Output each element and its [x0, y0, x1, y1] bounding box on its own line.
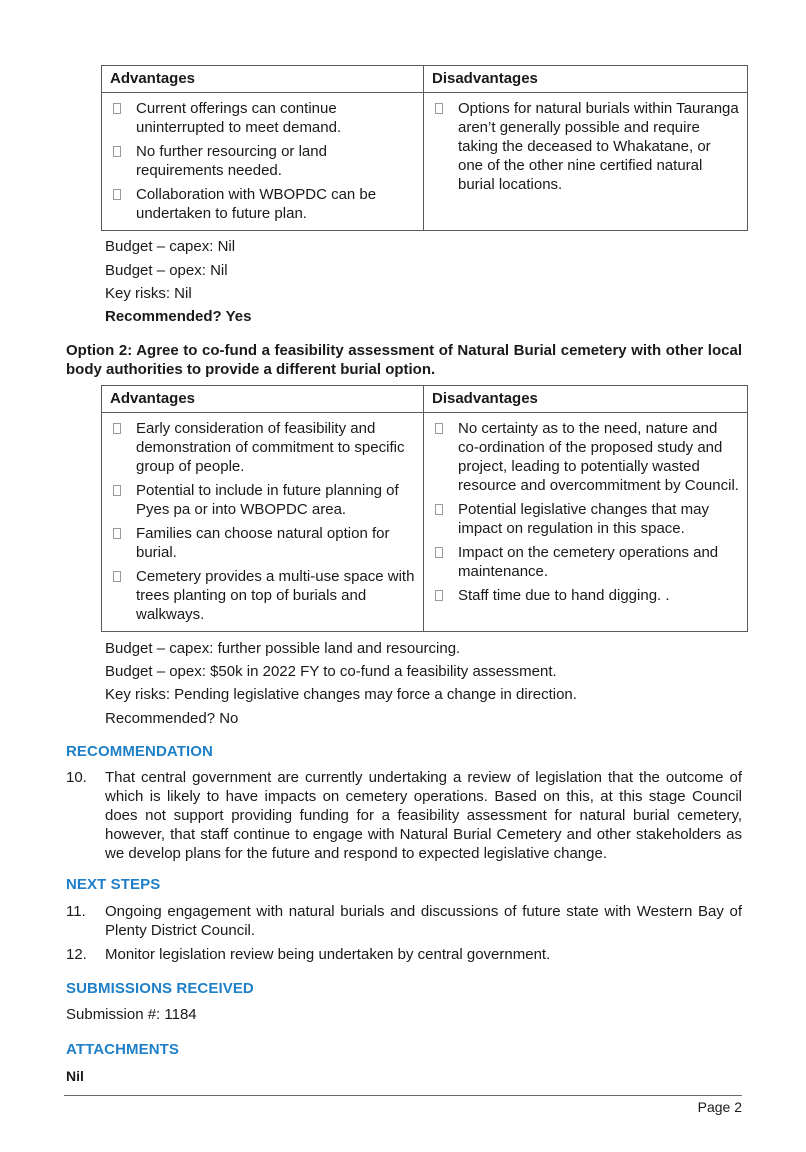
option2-advantages-header: Advantages: [102, 386, 424, 413]
item-text: That central government are currently undertaking a review of legislation that the outcome of which is likely to have impacts on cemetery operations. Based on this, at this stage Council does not support providing funding for a feasibility assessment for natural burial cemetery, however, that staff continue to engage with Natural Burial Cemetery and other stakeholders as we develop plans for the future and respond to expected legislative change.: [105, 769, 742, 862]
option1-disadvantages-header: Disadvantages: [424, 66, 748, 93]
item-number: 11.: [66, 903, 86, 920]
list-item: Options for natural burials within Tauranga aren’t generally possible and require taking the deceased to Whakatane, or one of the other nine certified natural burial locations.: [432, 99, 739, 194]
option2-opex: Budget – opex: $50k in 2022 FY to co-fund a feasibility assessment.: [105, 663, 557, 680]
list-item: Collaboration with WBOPDC can be undertaken to future plan.: [110, 185, 415, 223]
recommendation-heading: RECOMMENDATION: [66, 743, 213, 760]
option2-heading: Option 2: Agree to co-fund a feasibility assessment of Natural Burial cemetery with other local body authorities to provide a different burial option.: [66, 342, 742, 378]
list-item: [66, 768, 742, 863]
attachments-heading: ATTACHMENTS: [66, 1041, 180, 1058]
checkbox-icon: [113, 189, 121, 200]
list-item: Staff time due to hand digging. .: [432, 586, 739, 605]
list-item: Families can choose natural option for burial.: [110, 524, 415, 562]
list-item: Impact on the cemetery operations and maintenance.: [432, 543, 739, 581]
checkbox-icon: [435, 103, 443, 114]
option1-risks: Key risks: Nil: [105, 285, 192, 302]
option1-advantages-cell: [102, 93, 424, 231]
submissions-heading: SUBMISSIONS RECEIVED: [66, 980, 254, 997]
checkbox-icon: [435, 423, 443, 434]
checkbox-icon: [113, 528, 121, 539]
submissions-text: Submission #: 1184: [66, 1006, 197, 1023]
item-number: 10.: [66, 769, 87, 786]
option2-risks: Key risks: Pending legislative changes may force a change in direction.: [105, 686, 577, 703]
option1-capex: Budget – capex: Nil: [105, 238, 236, 255]
list-item: [66, 945, 742, 964]
footer-divider: [64, 1095, 742, 1096]
list-item: Current offerings can continue uninterrupted to meet demand.: [110, 99, 415, 137]
list-item: Potential legislative changes that may impact on regulation in this space.: [432, 500, 739, 538]
item-text: Ongoing engagement with natural burials and discussions of future state with Western Bay of Plenty District Council.: [105, 903, 742, 939]
option1-advantages-header: Advantages: [102, 66, 424, 93]
list-item: Cemetery provides a multi-use space with trees planting on top of burials and walkways.: [110, 567, 415, 624]
list-item: Early consideration of feasibility and demonstration of commitment to specific group of people.: [110, 419, 415, 476]
option1-table: [101, 65, 748, 231]
checkbox-icon: [113, 571, 121, 582]
option1-opex: Budget – opex: Nil: [105, 262, 228, 279]
item-number: 12.: [66, 946, 87, 963]
checkbox-icon: [435, 504, 443, 515]
option1-disadvantages-cell: [424, 93, 748, 231]
page-number: Page 2: [697, 1099, 742, 1115]
option2-disadvantages-cell: [424, 413, 748, 632]
checkbox-icon: [113, 103, 121, 114]
next-steps-heading: NEXT STEPS: [66, 876, 161, 893]
option2-advantages-cell: [102, 413, 424, 632]
list-item: Potential to include in future planning of Pyes pa or into WBOPDC area.: [110, 481, 415, 519]
option2-recommended: Recommended? No: [105, 710, 239, 727]
checkbox-icon: [435, 547, 443, 558]
checkbox-icon: [113, 423, 121, 434]
checkbox-icon: [435, 590, 443, 601]
list-item: No certainty as to the need, nature and co-ordination of the proposed study and project, leading to potentially wasted resource and overcommitment by Council.: [432, 419, 739, 495]
attachments-text: Nil: [66, 1068, 84, 1084]
option2-table: [101, 385, 748, 632]
checkbox-icon: [113, 485, 121, 496]
option2-disadvantages-header: Disadvantages: [424, 386, 748, 413]
checkbox-icon: [113, 146, 121, 157]
option2-capex: Budget – capex: further possible land and resourcing.: [105, 640, 461, 657]
list-item: [66, 902, 742, 940]
option1-recommended: Recommended? Yes: [105, 308, 252, 325]
item-text: Monitor legislation review being undertaken by central government.: [105, 946, 551, 963]
list-item: No further resourcing or land requirements needed.: [110, 142, 415, 180]
